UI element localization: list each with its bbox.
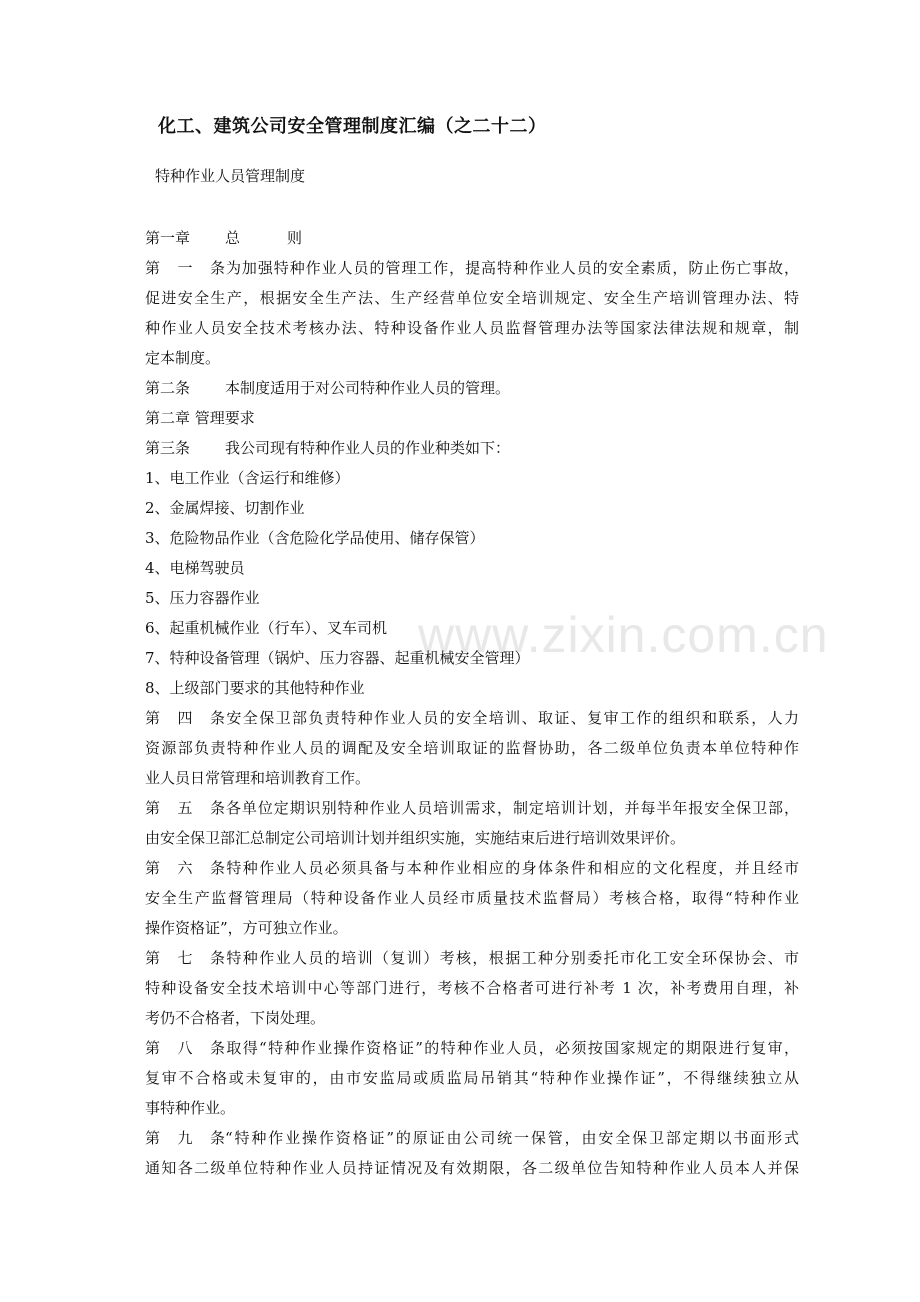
article-line xyxy=(145,1123,799,1153)
article-label: 第四条 xyxy=(145,709,225,727)
chapter-title-word: 则 xyxy=(287,229,303,247)
article-text: 特种作业人员的培训（复训）考核，根据工种分别委托市化工安全环保协会、市 xyxy=(225,949,799,967)
list-item: 6、起重机械作业（行车）、叉车司机 xyxy=(145,619,388,637)
list-item: 8、上级部门要求的其他特种作业 xyxy=(145,679,365,697)
article-line: 安全生产监督管理局（特种设备作业人员经市质量技术监督局）考核合格，取得“特种作业 xyxy=(145,889,799,907)
watermark: www.zixin.com.cn xyxy=(418,607,829,663)
article-line: 由安全保卫部汇总制定公司培训计划并组织实施，实施结束后进行培训效果评价。 xyxy=(145,829,686,847)
article-text: 我公司现有特种作业人员的作业种类如下： xyxy=(225,439,511,457)
article-label: 第二条 xyxy=(145,379,191,397)
article-line xyxy=(145,703,799,733)
article-label: 第三条 xyxy=(145,439,191,457)
article-label: 第九条 xyxy=(145,1129,225,1147)
article-line: 考仍不合格者，下岗处理。 xyxy=(145,1009,326,1027)
list-item: 2、金属焊接、切割作业 xyxy=(145,499,305,517)
article-line xyxy=(145,793,799,823)
article-line: 通知各二级单位特种作业人员持证情况及有效期限，各二级单位告知特种作业人员本人并保 xyxy=(145,1159,799,1177)
article-text: 为加强特种作业人员的管理工作，提高特种作业人员的安全素质，防止伤亡事故， xyxy=(225,259,799,277)
article-line: 事特种作业。 xyxy=(145,1099,236,1117)
article-line xyxy=(145,853,799,883)
article-line: 业人员日常管理和培训教育工作。 xyxy=(145,769,371,787)
list-item: 1、电工作业（含运行和维修） xyxy=(145,469,350,487)
article-label: 第一条 xyxy=(145,259,225,277)
document-title: 化工、建筑公司安全管理制度汇编（之二十二） xyxy=(158,116,547,137)
article-line: 操作资格证”，方可独立作业。 xyxy=(145,919,348,937)
list-item: 5、压力容器作业 xyxy=(145,589,260,607)
article-text: 特种作业人员必须具备与本种作业相应的身体条件和相应的文化程度，并且经市 xyxy=(225,859,799,877)
article-text: 各单位定期识别特种作业人员培训需求，制定培训计划，并每半年报安全保卫部， xyxy=(225,799,799,817)
list-item: 7、特种设备管理（锅炉、压力容器、起重机械安全管理） xyxy=(145,649,530,667)
article-text: 本制度适用于对公司特种作业人员的管理。 xyxy=(225,379,511,397)
article-line: 资源部负责特种作业人员的调配及安全培训取证的监督协助，各二级单位负责本单位特种作 xyxy=(145,739,799,757)
article-label: 第八条 xyxy=(145,1039,225,1057)
article-text: 安全保卫部负责特种作业人员的安全培训、取证、复审工作的组织和联系，人力 xyxy=(225,709,799,727)
article-line xyxy=(145,1033,799,1063)
article-text: 取得“特种作业操作资格证”的特种作业人员，必须按国家规定的期限进行复审， xyxy=(225,1039,799,1057)
article-line xyxy=(145,943,799,973)
chapter-title-word: 总 xyxy=(225,229,241,247)
article-line: 促进安全生产，根据安全生产法、生产经营单位安全培训规定、安全生产培训管理办法、特 xyxy=(145,289,799,307)
article-label: 第五条 xyxy=(145,799,225,817)
article-line xyxy=(145,253,799,283)
article-line: 复审不合格或未复审的，由市安监局或质监局吊销其“特种作业操作证”，不得继续独立从 xyxy=(145,1069,799,1087)
article-label: 第七条 xyxy=(145,949,225,967)
article-line: 特种设备安全技术培训中心等部门进行，考核不合格者可进行补考 1 次，补考费用自理，补 xyxy=(145,979,799,997)
article-line xyxy=(145,433,799,463)
article-line: 种作业人员安全技术考核办法、特种设备作业人员监督管理办法等国家法律法规和规章，制 xyxy=(145,319,799,337)
document-body xyxy=(145,223,799,1183)
article-text: “特种作业操作资格证”的原证由公司统一保管，由安全保卫部定期以书面形式 xyxy=(225,1129,799,1147)
document-subtitle: 特种作业人员管理制度 xyxy=(155,167,306,185)
chapter-heading: 第二章 管理要求 xyxy=(145,409,255,427)
chapter-label: 第一章 xyxy=(145,229,191,247)
article-label: 第六条 xyxy=(145,859,225,877)
list-item: 3、危险物品作业（含危险化学品使用、储存保管） xyxy=(145,529,485,547)
article-line: 定本制度。 xyxy=(145,349,221,367)
article-line xyxy=(145,373,799,403)
list-item: 4、电梯驾驶员 xyxy=(145,559,245,577)
chapter-heading xyxy=(145,223,799,253)
